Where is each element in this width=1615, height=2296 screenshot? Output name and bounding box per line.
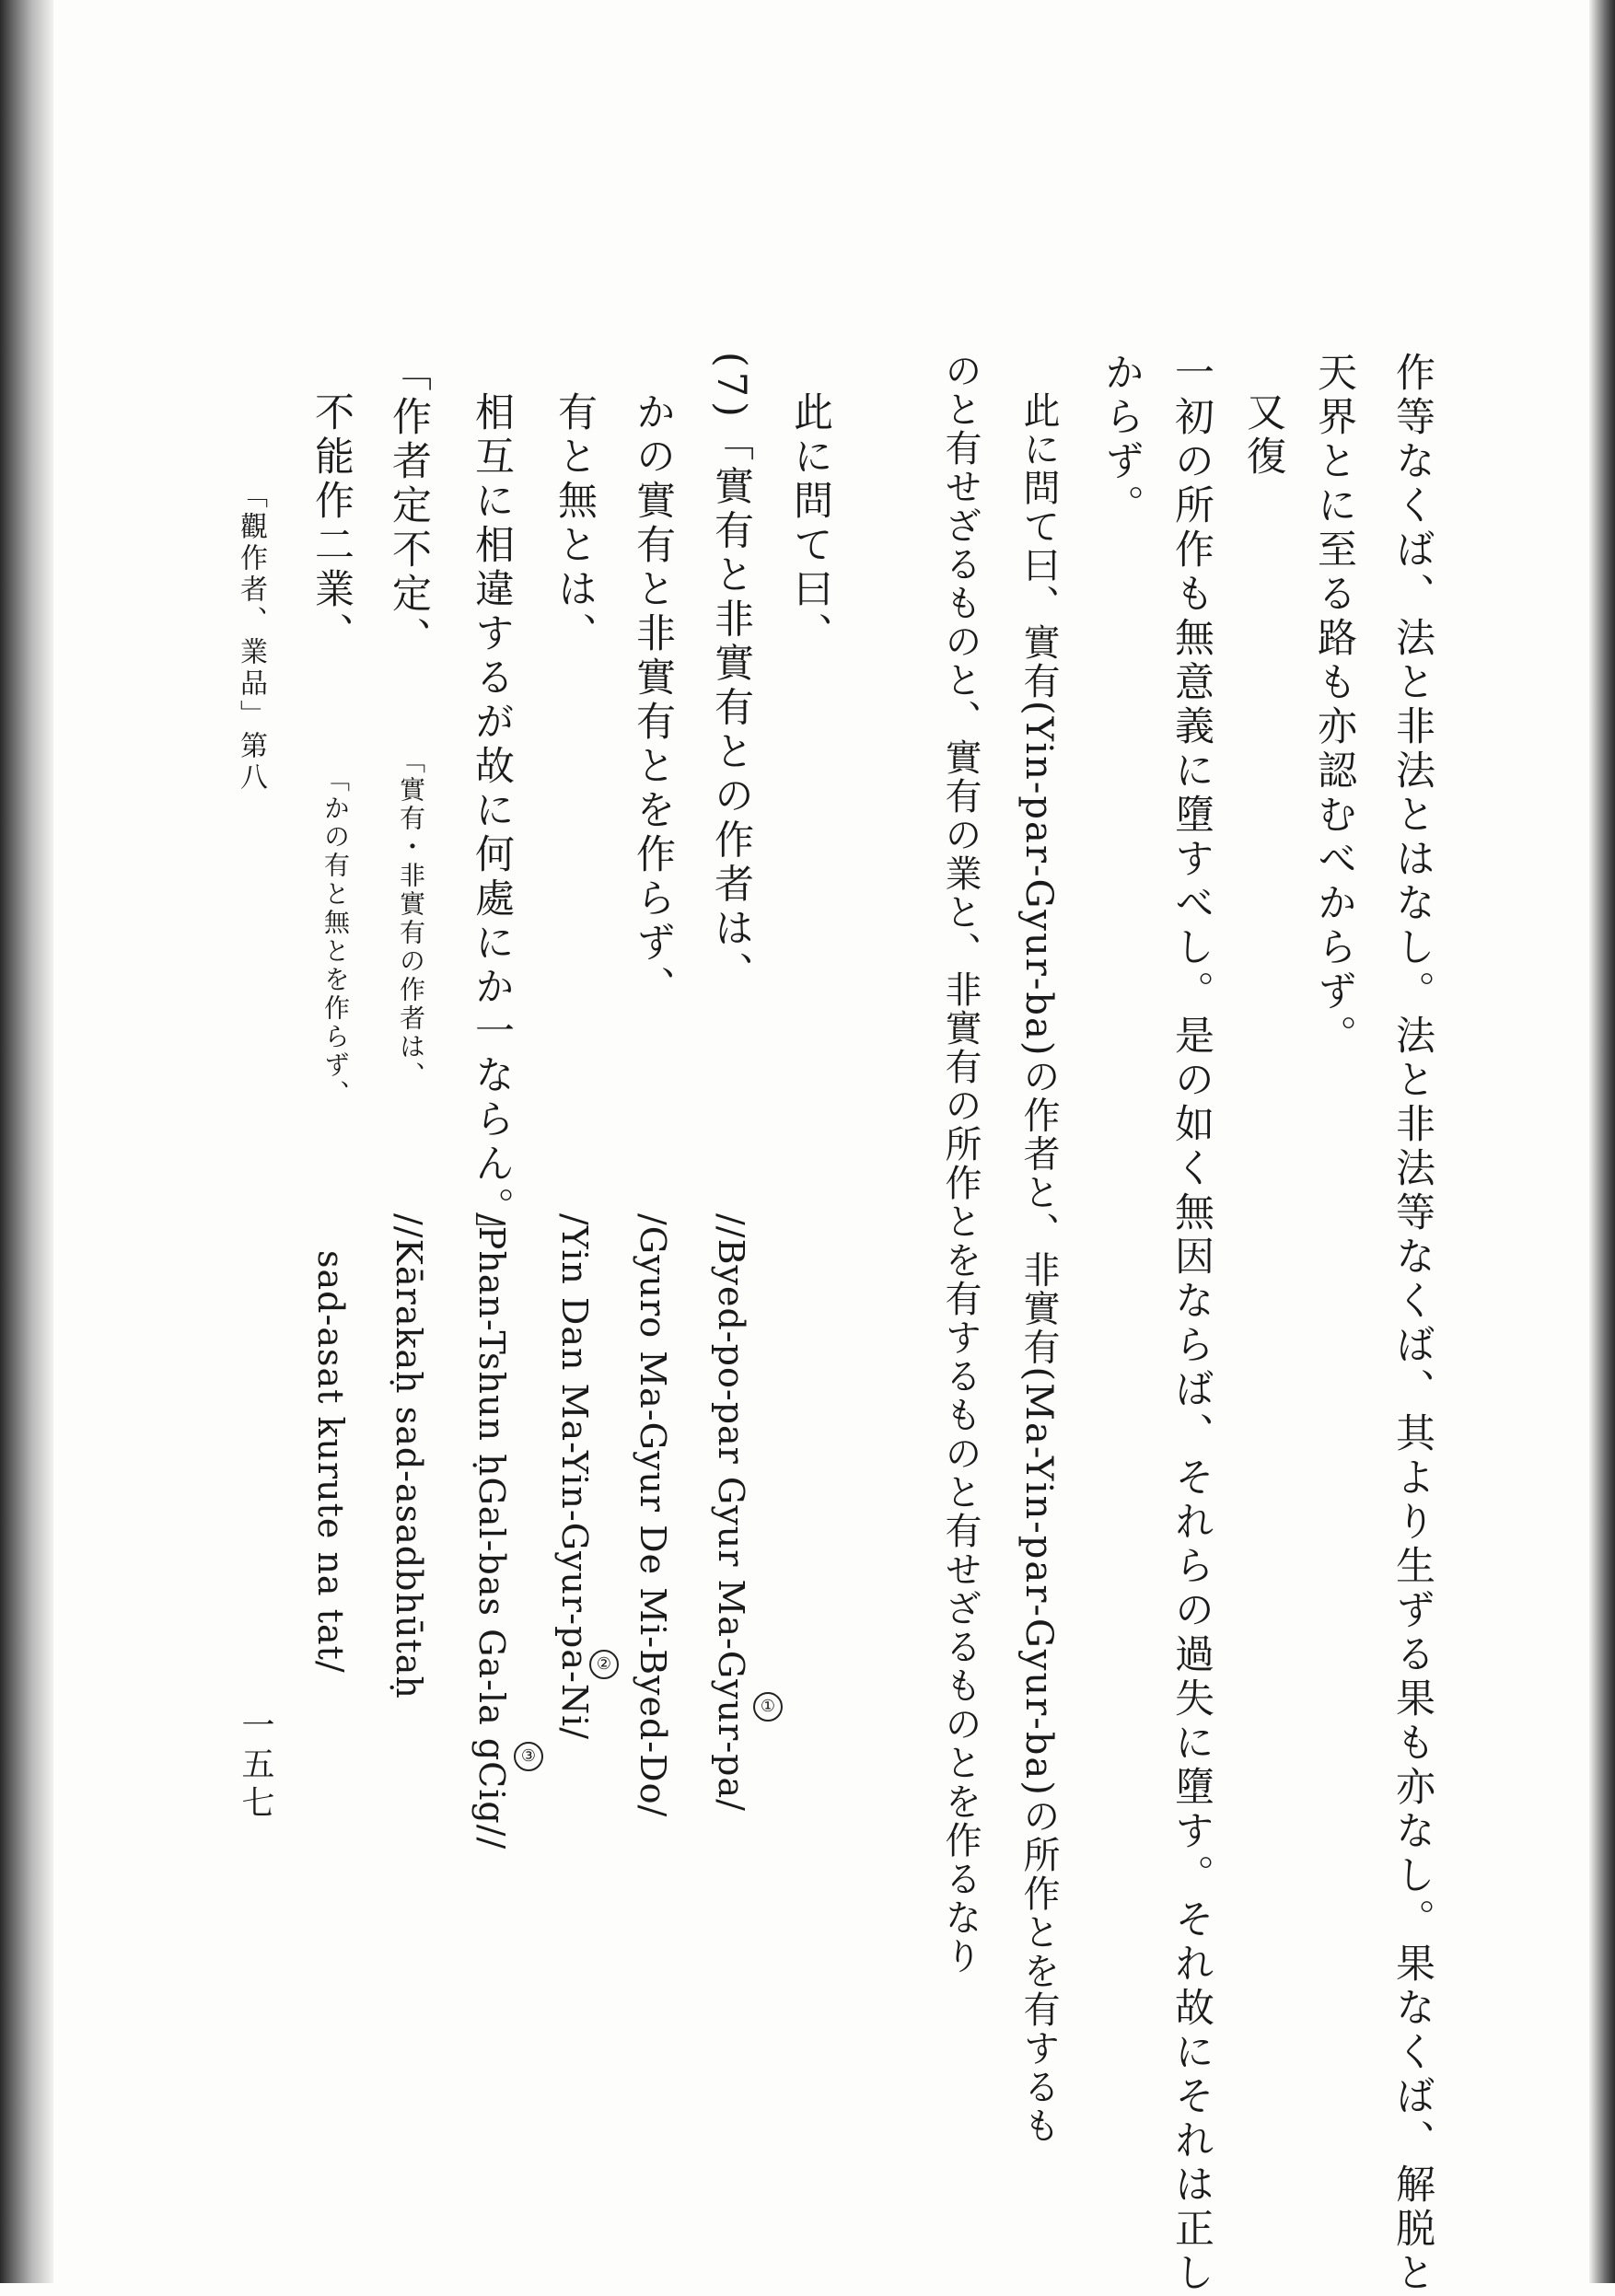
verse-jp-line-1: (7)「實有と非實有との作者は、 — [708, 352, 754, 996]
verse-jp-line-3: 有と無とは、 — [552, 391, 598, 656]
verse-gloss-line-1: 「實有・非實有の作者は、 — [396, 748, 426, 1090]
prose-line-4: 一初の所作も無意義に墮すべし。是の如く無因ならば、それらの過失に墮す。それ故にそれは正し — [1168, 352, 1214, 2296]
verse-jp-line-4: 相互に相違するが故に何處にか一ならん。」 — [469, 391, 515, 1256]
running-head: 「觀作者、業品」第八 — [235, 481, 267, 794]
note-mark-2: ② — [589, 1650, 619, 1679]
verse-tib-line-1: //Byed-po-par Gyur Ma-Gyur-pa/ — [711, 1213, 751, 1812]
verse-tib-line-2: /Gyuro Ma-Gyur De Mi-Byed-Do/ — [633, 1213, 673, 1818]
verse-tib-line-3: /Yin Dan Ma-Yin-Gyur-pa-Ni/ — [554, 1213, 595, 1741]
prose-line-6: 此に問て曰、實有(Yin-par-Gyur-ba)の作者と、非實有(Ma-Yin-par-Gyur-ba)の所作とを有するも — [1017, 391, 1060, 2145]
verse-tib-line-4: /Phan-Tshun ḥGal-bas Ga-la gCig// — [471, 1213, 512, 1850]
prose-line-2: 天界とに至る路も亦認むべからず。 — [1311, 352, 1357, 1059]
verse-zh-line-1: 「作者定不定、 — [386, 352, 432, 661]
prose-line-1: 作等なくば、法と非法とはなし。法と非法等なくば、其より生ずる果も亦なし。果なくば、解脱と — [1389, 352, 1435, 2296]
verse-skt-line-2: sad-asat kurute na tat/ — [310, 1250, 351, 1674]
prose-line-3: 又復 — [1240, 391, 1286, 480]
prose-line-7: のと有せざるものと、實有の業と、非實有の所作とを有するものと有せざるものとを作るなり — [939, 352, 982, 1976]
prose-line-8: 此に問て曰、 — [787, 391, 833, 656]
scan-right-edge — [1589, 0, 1615, 2283]
note-mark-3: ③ — [514, 1742, 543, 1771]
prose-line-5: からず。 — [1098, 352, 1144, 528]
note-mark-1: ① — [753, 1692, 783, 1722]
verse-jp-line-2: かの實有と非實有とを作らず、 — [630, 391, 676, 1010]
page-number: 一五七 — [237, 1708, 274, 1824]
verse-zh-line-2: 不能作二業、 — [308, 391, 354, 656]
scan-left-edge — [0, 0, 53, 2283]
verse-gloss-line-2: 「かの有と無とを作らず、 — [320, 766, 351, 1108]
verse-skt-line-1: //Kārakaḥ sad-asadbhūtaḥ — [389, 1213, 429, 1699]
